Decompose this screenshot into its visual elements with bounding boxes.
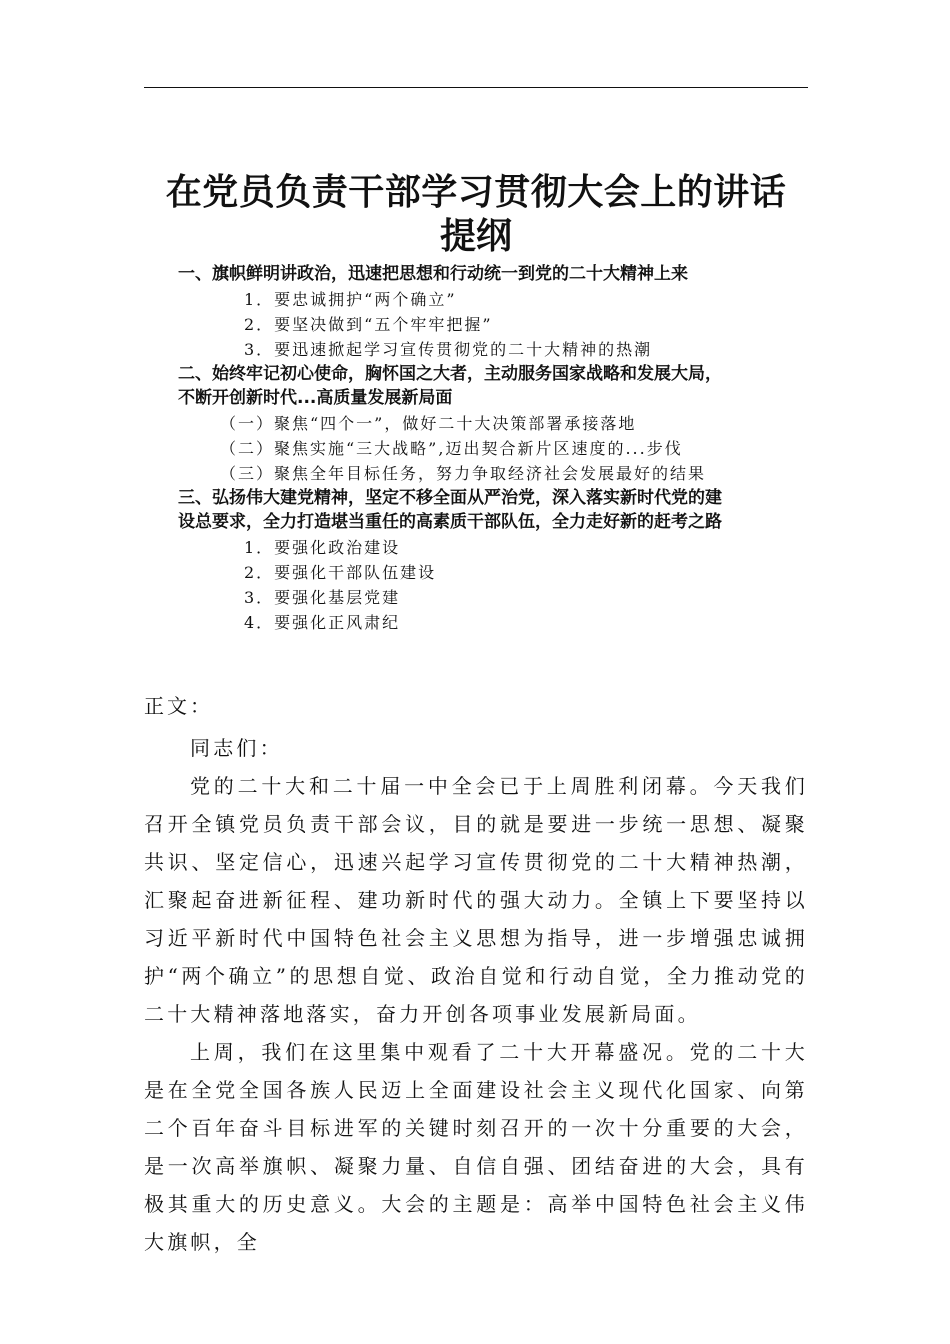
section2-item-2: （二）聚焦实施“三大战略”,迈出契合新片区速度的...步伐 bbox=[220, 439, 683, 458]
section1-heading: 一、旗帜鲜明讲政治，迅速把思想和行动统一到党的二十大精神上来 bbox=[178, 264, 688, 284]
section2-heading-line2: 不断开创新时代...高质量发展新局面 bbox=[178, 388, 453, 408]
section3-heading-line1: 三、弘扬伟大建党精神，坚定不移全面从严治党，深入落实新时代党的建 bbox=[178, 488, 722, 508]
section3-item-1: 1．要强化政治建设 bbox=[244, 538, 401, 557]
section2-heading-line1: 二、始终牢记初心使命，胸怀国之大者，主动服务国家战略和发展大局， bbox=[178, 364, 722, 384]
section3-heading-line2: 设总要求，全力打造堪当重任的高素质干部队伍，全力走好新的赶考之路 bbox=[178, 512, 722, 532]
section3-item-4: 4．要强化正风肃纪 bbox=[244, 613, 401, 632]
section2-item-3: （三）聚焦全年目标任务，努力争取经济社会发展最好的结果 bbox=[220, 464, 707, 483]
body-paragraph-1: 党的二十大和二十届一中全会已于上周胜利闭幕。今天我们召开全镇党员负责干部会议，目的就是要进一步统一思想、凝聚共识、坚定信心，迅速兴起学习宣传贯彻党的二十大精神热潮，汇聚起奋进新征程、建功新时代的强大动力。全镇上下要坚持以习近平新时代中国特色社会主义思想为指导，进一步增强忠诚拥护“两个确立”的思想自觉、政治自觉和行动自觉，全力推动党的二十大精神落地落实，奋力开创各项事业发展新局面。 bbox=[144, 774, 808, 1026]
section1-item-1: 1．要忠诚拥护“两个确立” bbox=[244, 290, 457, 309]
header-rule bbox=[144, 87, 808, 88]
document-title-line2: 提纲 bbox=[439, 216, 512, 257]
section1-item-2: 2．要坚决做到“五个牢牢把握” bbox=[244, 315, 493, 334]
section3-item-2: 2．要强化干部队伍建设 bbox=[244, 563, 437, 582]
body-paragraph-2: 上周，我们在这里集中观看了二十大开幕盛况。党的二十大是在全党全国各族人民迈上全面建设社会主义现代化国家、向第二个百年奋斗目标进军的关键时刻召开的一次十分重要的大会，是一次高举旗帜、凝聚力量、自信自强、团结奋进的大会，具有极其重大的历史意义。大会的主题是：高举中国特色社会主义伟大旗帜，全 bbox=[144, 1040, 808, 1254]
body-label: 正文： bbox=[144, 694, 213, 718]
salutation: 同志们： bbox=[190, 736, 283, 760]
section3-item-3: 3．要强化基层党建 bbox=[244, 588, 401, 607]
document-title-line1: 在党员负责干部学习贯彻大会上的讲话 bbox=[165, 172, 787, 213]
section1-item-3: 3．要迅速掀起学习宣传贯彻党的二十大精神的热潮 bbox=[244, 340, 653, 359]
section2-item-1: （一）聚焦“四个一”，做好二十大决策部署承接落地 bbox=[220, 414, 637, 433]
